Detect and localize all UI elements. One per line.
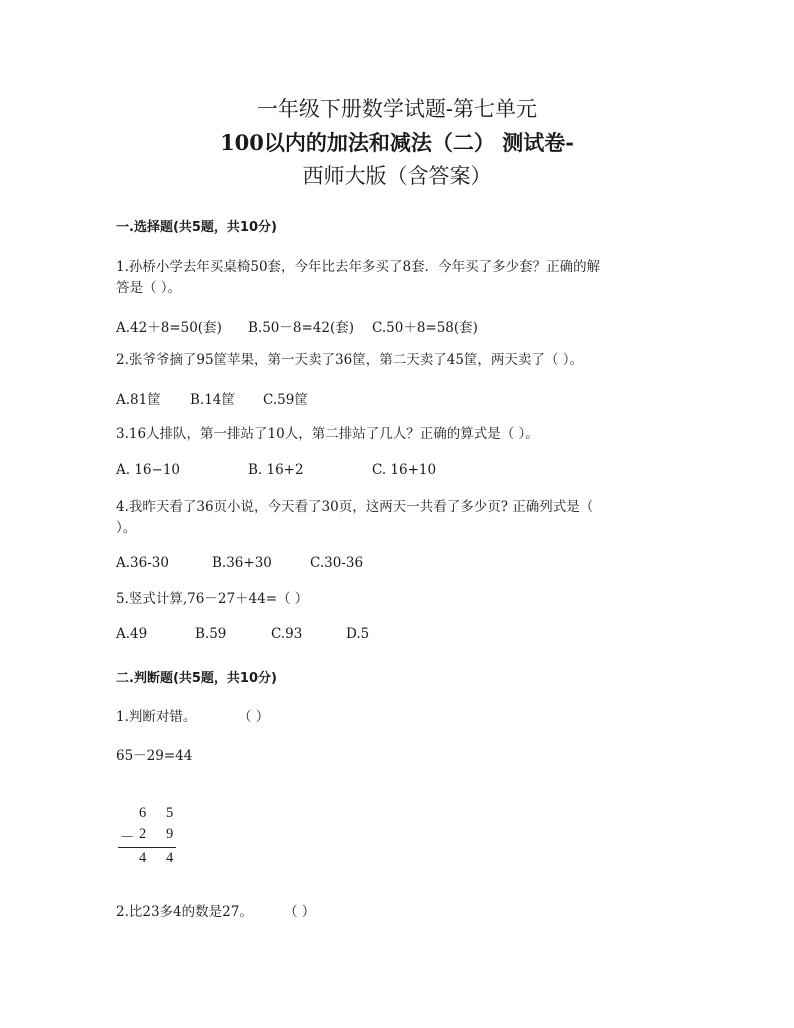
question-3-option-c: C. 16+10 — [372, 462, 437, 478]
vertical-minus-sign: － — [120, 830, 135, 846]
vertical-result-line — [118, 847, 176, 848]
vertical-row3-ones: 4 — [166, 850, 174, 866]
question-2-option-a: A.81筐 — [116, 392, 161, 408]
question-2-option-c: C.59筐 — [263, 392, 308, 408]
vertical-row1-ones: 5 — [166, 805, 174, 821]
question-3-option-b: B. 16+2 — [248, 462, 304, 478]
question-5-option-b: B.59 — [195, 626, 227, 642]
judge-1-answer-paren: （ ） — [238, 709, 270, 725]
question-5-option-a: A.49 — [116, 626, 148, 642]
judge-2-answer-paren: （ ） — [284, 904, 316, 920]
question-5-option-d: D.5 — [346, 626, 370, 642]
question-3-option-a: A. 16−10 — [116, 462, 180, 478]
question-1-option-b: B.50－8=42(套) — [248, 320, 355, 336]
judge-1-equation: 65－29=44 — [116, 748, 193, 764]
doc-title-line2: 100以内的加法和减法（二） 测试卷- — [220, 130, 574, 155]
judge-1-text: 1.判断对错。 — [116, 709, 197, 725]
question-5-option-c: C.93 — [271, 626, 303, 642]
question-5-text: 5.竖式计算,76－27＋44=（ ） — [116, 591, 309, 607]
doc-title-line3: 西师大版（含答案） — [302, 164, 492, 188]
question-4-text-cont: ）。 — [116, 520, 137, 536]
question-4-option-a: A.36-30 — [116, 555, 169, 571]
vertical-row2-ones: 9 — [166, 826, 174, 842]
question-4-text: 4.我昨天看了36页小说，今天看了30页，这两天一共看了多少页? 正确列式是（ — [116, 499, 594, 515]
section-heading-judgement: 二.判断题(共5题，共10分) — [116, 671, 277, 686]
question-2-option-b: B.14筐 — [190, 392, 235, 408]
question-1-text-cont: 答是（ ）。 — [116, 280, 182, 296]
question-4-option-b: B.36+30 — [212, 555, 272, 571]
question-2-text: 2.张爷爷摘了95筐苹果，第一天卖了36筐，第二天卖了45筐，两天卖了（ ）。 — [116, 352, 583, 368]
question-1-text: 1.孙桥小学去年买桌椅50套，今年比去年多买了8套．今年买了多少套？正确的解 — [116, 259, 601, 275]
question-3-text: 3.16人排队，第一排站了10人，第二排站了几人？正确的算式是（ ）。 — [116, 426, 539, 442]
judge-2-text: 2.比23多4的数是27。 — [116, 904, 253, 920]
vertical-row3-tens: 4 — [139, 850, 147, 866]
vertical-row2-tens: 2 — [139, 826, 147, 842]
question-4-option-c: C.30-36 — [310, 555, 364, 571]
section-heading-choice: 一.选择题(共5题，共10分) — [116, 220, 277, 235]
question-1-option-c: C.50＋8=58(套) — [372, 320, 478, 336]
question-1-option-a: A.42＋8=50(套) — [116, 320, 222, 336]
doc-title-line1: 一年级下册数学试题-第七单元 — [256, 97, 538, 121]
vertical-row1-tens: 6 — [139, 805, 147, 821]
